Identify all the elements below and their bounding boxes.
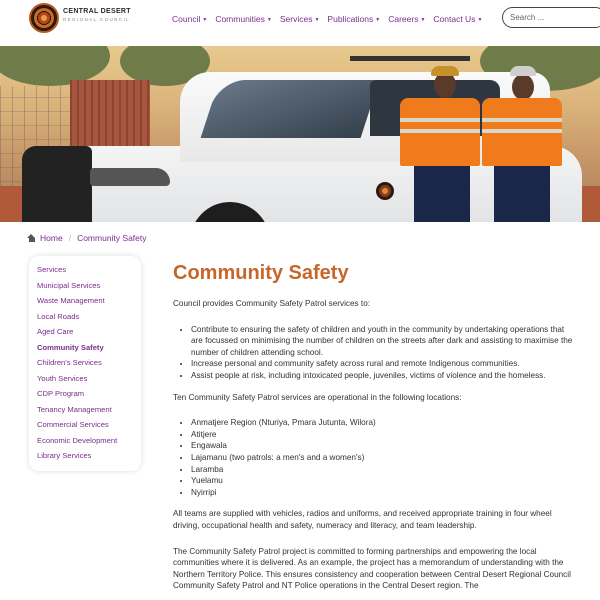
list-item: • Laramba bbox=[191, 464, 577, 476]
sidebar-item-cdp-program[interactable]: CDP Program bbox=[37, 389, 85, 398]
intro-paragraph: Council provides Community Safety Patrol services to: bbox=[173, 299, 371, 308]
chevron-down-icon: ▼ bbox=[420, 17, 426, 23]
chevron-down-icon: ▼ bbox=[266, 17, 272, 23]
vehicle-windshield-shape bbox=[201, 80, 380, 138]
main-content bbox=[173, 262, 577, 600]
nav-publications[interactable] bbox=[327, 14, 380, 24]
nav-careers-label: Careers bbox=[388, 14, 419, 24]
site-header bbox=[0, 0, 600, 40]
page-title: Community Safety bbox=[173, 262, 349, 284]
nav-publications-label: Publications bbox=[327, 14, 374, 24]
home-icon bbox=[27, 234, 36, 242]
list-item: • Atitjere bbox=[191, 429, 577, 441]
brand-name[interactable]: CENTRAL DESERT bbox=[63, 8, 131, 15]
nav-contact-us-label: Contact Us bbox=[433, 14, 476, 24]
sidebar-item-waste-management[interactable]: Waste Management bbox=[37, 296, 105, 305]
list-item: • Yuelamu bbox=[191, 475, 577, 487]
sidebar-item-tenancy-management[interactable]: Tenancy Management bbox=[37, 404, 112, 414]
chevron-down-icon: ▼ bbox=[202, 17, 208, 23]
locations-intro: Ten Community Safety Patrol services are operational in the following locations: bbox=[173, 392, 462, 402]
nav-council[interactable] bbox=[172, 14, 207, 24]
sidebar-item-library-services[interactable]: Library Services bbox=[37, 451, 92, 460]
council-logo[interactable] bbox=[29, 3, 59, 33]
shipping-container-shape bbox=[70, 80, 150, 148]
chevron-down-icon: ▼ bbox=[477, 17, 483, 23]
nav-services[interactable] bbox=[280, 14, 320, 24]
partnership-paragraph: The Community Safety Patrol project is committed to forming partnerships and empowering the local communities where it is delivered. As an example, the project has a memorandum of understanding with the Northern Territory Police. This ensures consistency and cooperation between Central Desert Regional Council Community Safety Patrol and NT Police operations in the Central Desert region. The bbox=[173, 546, 571, 591]
main-nav bbox=[172, 14, 482, 24]
list-item: • Anmatjere Region (Nturiya, Pmara Jutunta, Wilora) bbox=[191, 417, 577, 429]
breadcrumb-home-link[interactable]: Home bbox=[40, 233, 63, 243]
nav-communities-label: Communities bbox=[215, 14, 265, 24]
sidebar-item-commercial-services[interactable]: Commercial Services bbox=[37, 420, 109, 429]
locations-list bbox=[191, 417, 577, 498]
nav-communities[interactable] bbox=[215, 14, 272, 24]
list-item: • Lajamanu (two patrols: a men's and a women's) bbox=[191, 452, 577, 464]
hero-image bbox=[0, 46, 600, 222]
sidebar-item-services[interactable]: Services bbox=[37, 265, 67, 274]
list-item: • Assist people at risk, including intoxicated people, juveniles, victims of violence and the homeless. bbox=[191, 370, 577, 382]
list-item: • Nyirripi bbox=[191, 487, 577, 499]
list-item: • Increase personal and community safety across rural and remote Indigenous communities. bbox=[191, 358, 577, 370]
breadcrumb-current[interactable]: Community Safety bbox=[77, 233, 147, 243]
sidebar-item-local-roads[interactable]: Local Roads bbox=[37, 311, 80, 321]
chevron-down-icon: ▼ bbox=[314, 17, 320, 23]
sidebar-item-childrens-services[interactable]: Children's Services bbox=[37, 358, 102, 367]
logo-emblem-icon bbox=[34, 8, 54, 28]
teams-paragraph: All teams are supplied with vehicles, radios and uniforms, and received appropriate training in four wheel driving, occupational health and safety, numeracy and literacy, and team leadership. bbox=[173, 509, 552, 530]
search-input[interactable]: Search ... bbox=[502, 7, 600, 28]
sidebar-item-economic-development[interactable]: Economic Development bbox=[37, 435, 118, 445]
chevron-down-icon: ▼ bbox=[375, 17, 381, 23]
list-item: • Contribute to ensuring the safety of children and youth in the community by undertaking operations that are focussed on minimising the number of children on the streets after dark and assisting to maximise the number of children attending school. bbox=[191, 324, 577, 359]
vehicle-headlight-shape bbox=[90, 168, 170, 186]
nav-contact-us[interactable] bbox=[433, 14, 482, 24]
list-item: • Engawala bbox=[191, 440, 577, 452]
brand-subtitle: REGIONAL COUNCIL bbox=[63, 17, 130, 22]
nav-council-label: Council bbox=[172, 14, 201, 24]
sidebar-nav bbox=[29, 256, 141, 471]
breadcrumb bbox=[27, 233, 147, 243]
sidebar-item-aged-care[interactable]: Aged Care bbox=[37, 327, 74, 336]
sidebar-item-municipal-services[interactable]: Municipal Services bbox=[37, 280, 101, 290]
sidebar-item-community-safety[interactable]: Community Safety bbox=[37, 342, 104, 352]
vehicle-grille-shape bbox=[22, 146, 92, 222]
sidebar-item-youth-services[interactable]: Youth Services bbox=[37, 373, 88, 383]
vehicle-door-logo-icon bbox=[376, 182, 394, 200]
services-list bbox=[191, 324, 577, 382]
vehicle-roof-rack-shape bbox=[350, 56, 470, 61]
nav-careers[interactable] bbox=[388, 14, 425, 24]
nav-services-label: Services bbox=[279, 14, 313, 24]
breadcrumb-separator: / bbox=[68, 233, 72, 243]
